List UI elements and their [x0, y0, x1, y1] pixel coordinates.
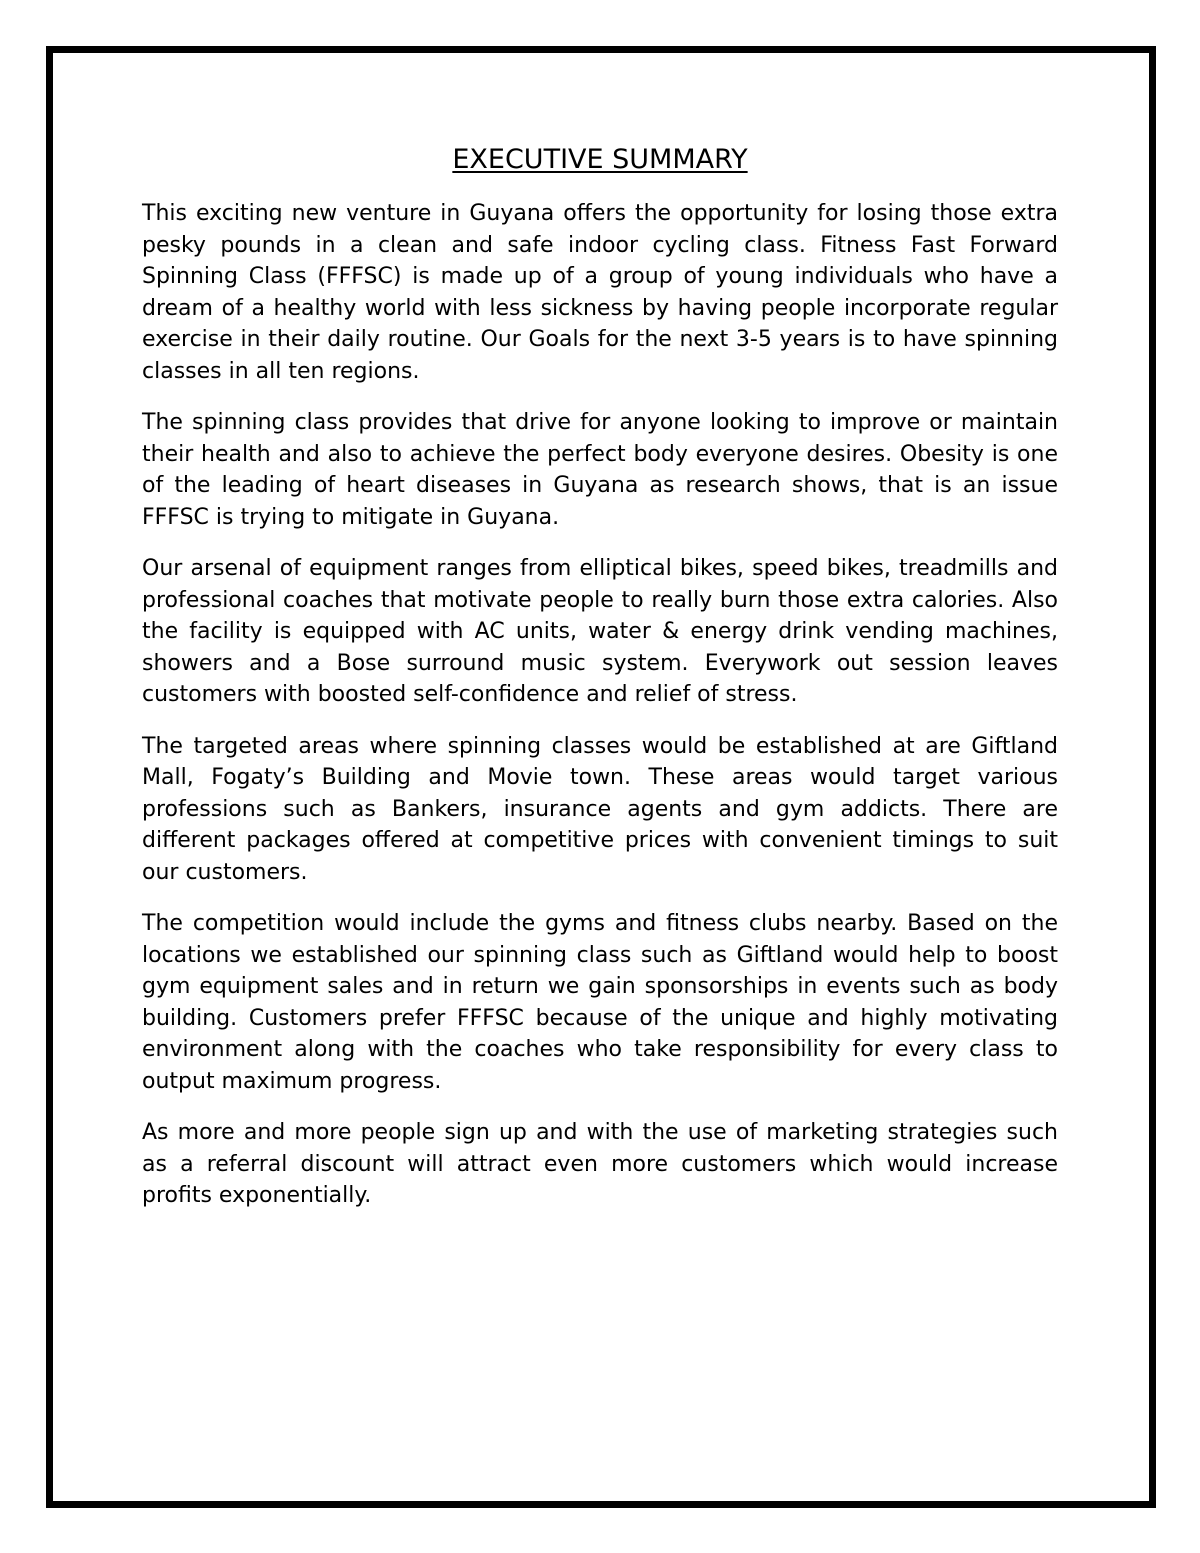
paragraph-equipment: Our arsenal of equipment ranges from elliptical bikes, speed bikes, treadmills and professional coaches that motivate people to really burn those extra calories. Also the facility is equipped with AC units, water & energy drink vending machines, showers and a Bose surround music system. Everywork out session leaves customers with boosted self-confidence and relief of stress. — [142, 556, 1058, 707]
document-title: EXECUTIVE SUMMARY — [452, 144, 748, 175]
paragraph-drive: The spinning class provides that drive for anyone looking to improve or maintain their health and also to achieve the perfect body everyone desires. Obesity is one of the leading of heart diseases in Guyana as research shows, that is an issue FFFSC is trying to mitigate in Guyana. — [142, 410, 1058, 530]
paragraph-intro: This exciting new venture in Guyana offers the opportunity for losing those extra pesky pounds in a clean and safe indoor cycling class. Fitness Fast Forward Spinning Class (FFFSC) is made up of a group of young individuals who have a dream of a healthy world with less sickness by having people incorporate regular exercise in their daily routine. Our Goals for the next 3-5 years is to have spinning classes in all ten regions. — [142, 201, 1058, 384]
paragraph-growth: As more and more people sign up and with the use of marketing strategies such as a referral discount will attract even more customers which would increase profits exponentially. — [142, 1120, 1058, 1208]
paragraph-competition: The competition would include the gyms and fitness clubs nearby. Based on the locations we established our spinning class such as Giftland would help to boost gym equipment sales and in return we gain sponsorships in events such as body building. Customers prefer FFFSC because of the unique and highly motivating environment along with the coaches who take responsibility for every class to output maximum progress. — [142, 911, 1058, 1094]
document-body — [142, 140, 1058, 1232]
paragraph-targeted-areas: The targeted areas where spinning classes would be established at are Giftland Mall, Fogaty’s Building and Movie town. These areas would target various professions such as Bankers, insurance agents and gym addicts. There are different packages offered at competitive prices with convenient timings to suit our customers. — [142, 733, 1058, 885]
